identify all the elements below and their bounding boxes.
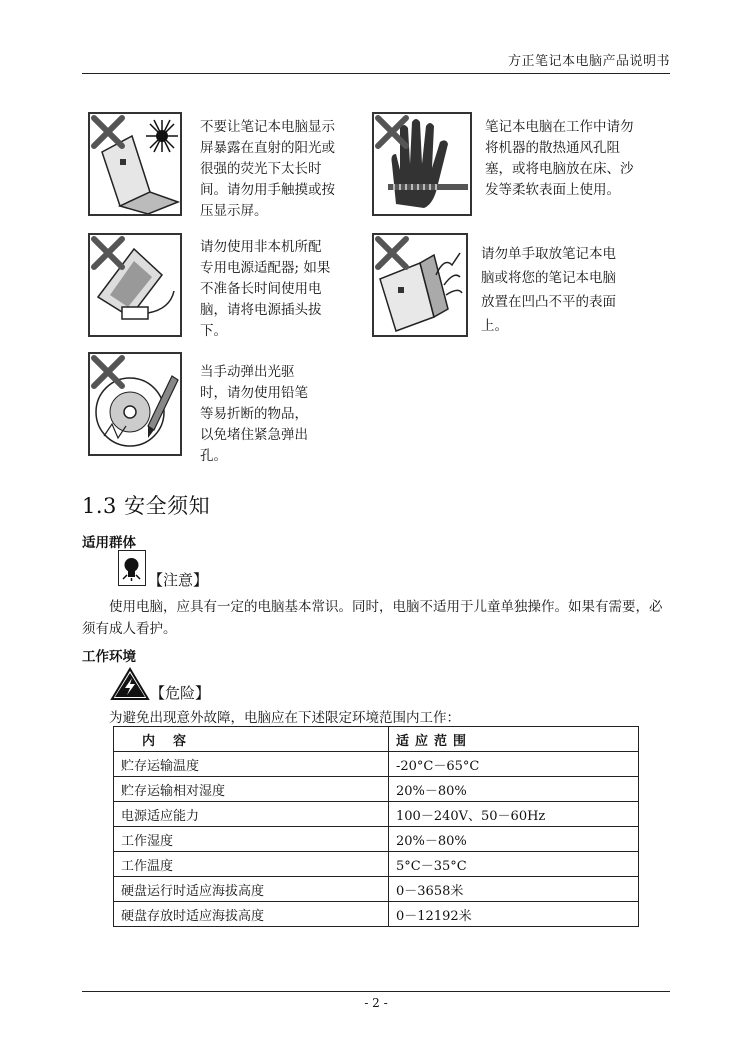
table-cell: 工作湿度	[114, 827, 389, 852]
warning-image-cd	[88, 352, 182, 456]
table-cell: -20°C－65°C	[389, 752, 639, 777]
danger-text: 为避免出现意外故障，电脑应在下述限定环境范围内工作：	[109, 710, 460, 726]
warning-text-adapter: 请勿使用非本机所配 专用电源适配器; 如果 不准备长时间使用电 脑，请将电源插头拔 下。	[200, 239, 331, 339]
table-row	[114, 877, 639, 902]
table-cell: 硬盘运行时适应海拔高度	[114, 877, 389, 902]
table-row	[114, 827, 639, 852]
danger-icon	[110, 667, 150, 701]
prohibited-x-icon	[374, 235, 410, 271]
header-title: 方正笔记本电脑产品说明书	[507, 54, 670, 69]
table-cell: 0－12192米	[389, 902, 639, 927]
table-header-cell: 适应范围	[389, 727, 639, 752]
table-cell: 0－3658米	[389, 877, 639, 902]
warning-image-one-hand	[372, 233, 468, 337]
subsection-applicable-group: 适用群体	[82, 535, 136, 551]
table-row	[114, 752, 639, 777]
footer-rule	[82, 991, 670, 992]
table-cell: 贮存运输温度	[114, 752, 389, 777]
notice-label: 【注意】	[148, 571, 209, 589]
subsection-work-environment: 工作环境	[82, 649, 136, 665]
table-header-row	[114, 727, 639, 752]
section-title: 1.3 安全须知	[82, 494, 211, 518]
table-cell: 20%－80%	[389, 827, 639, 852]
table-cell: 贮存运输相对湿度	[114, 777, 389, 802]
table-cell: 20%－80%	[389, 777, 639, 802]
header-rule	[82, 73, 670, 74]
table-cell: 电源适应能力	[114, 802, 389, 827]
table-cell: 工作温度	[114, 852, 389, 877]
warning-text-cd: 当手动弹出光驱 时，请勿使用铅笔 等易折断的物品， 以免堵住紧急弹出 孔。	[200, 364, 308, 464]
table-cell: 5°C－35°C	[389, 852, 639, 877]
warning-image-vents	[372, 112, 472, 216]
warning-text-sunlight: 不要让笔记本电脑显示 屏暴露在直射的阳光或 很强的荧光下太长时 间。请勿用手触摸或按 压显示屏。	[200, 119, 335, 219]
prohibited-x-icon	[374, 114, 410, 150]
warning-image-adapter	[88, 233, 182, 337]
table-cell: 100－240V、50－60Hz	[389, 802, 639, 827]
table-row	[114, 802, 639, 827]
prohibited-x-icon	[90, 114, 126, 150]
page-number: - 2 -	[364, 996, 388, 1010]
warning-text-vents: 笔记本电脑在工作中请勿 将机器的散热通风孔阻 塞，或将电脑放在床、沙 发等柔软表面上使用。	[485, 119, 634, 198]
warning-image-sunlight	[88, 112, 182, 216]
environment-table	[113, 726, 639, 927]
notice-icon	[118, 550, 146, 586]
table-row	[114, 852, 639, 877]
prohibited-x-icon	[90, 354, 126, 390]
notice-text: 使用电脑，应具有一定的电脑基本常识。同时，电脑不适用于儿童单独操作。如果有需要，必须有成人看护。	[82, 599, 663, 637]
table-cell: 硬盘存放时适应海拔高度	[114, 902, 389, 927]
table-header-cell: 内容	[114, 727, 389, 752]
prohibited-x-icon	[90, 235, 126, 271]
table-row	[114, 902, 639, 927]
warning-text-one-hand: 请勿单手取放笔记本电 脑或将您的笔记本电脑 放置在凹凸不平的表面 上。	[481, 246, 616, 334]
table-row	[114, 777, 639, 802]
danger-label: 【危险】	[150, 684, 211, 702]
